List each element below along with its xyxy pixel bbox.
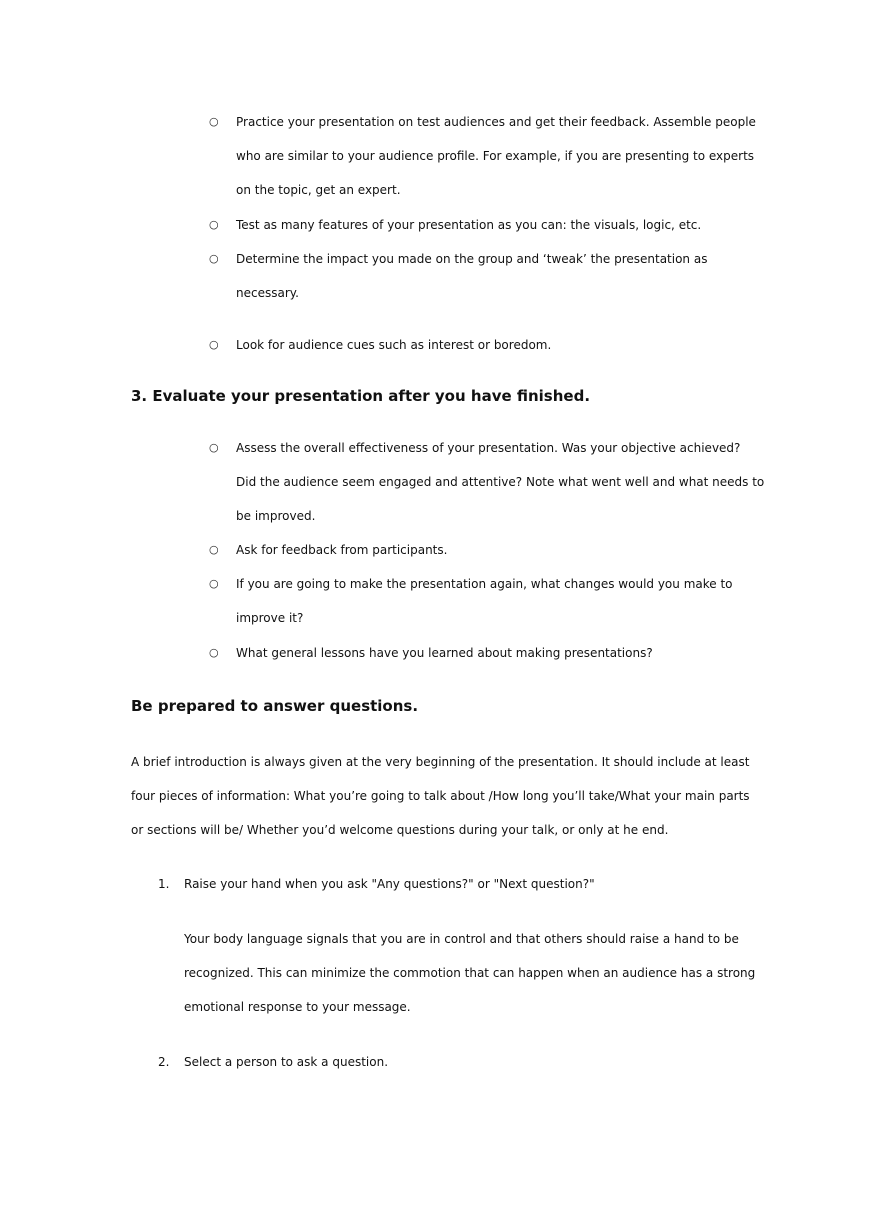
paragraph-line: four pieces of information: What you’re going to talk about /How long you’ll take/What your main parts bbox=[131, 789, 750, 803]
paragraph-line: Your body language signals that you are in control and that others should raise a hand to be bbox=[184, 932, 739, 946]
bullet-icon: ○ bbox=[209, 441, 219, 454]
bullet-icon: ○ bbox=[209, 338, 219, 351]
bullet-icon: ○ bbox=[209, 577, 219, 590]
list-item-line: What general lessons have you learned about making presentations? bbox=[236, 646, 653, 660]
list-item-line: who are similar to your audience profile. For example, if you are presenting to experts bbox=[236, 149, 755, 163]
numbered-item-text: Select a person to ask a question. bbox=[184, 1055, 389, 1069]
list-item-line: on the topic, get an expert. bbox=[236, 183, 401, 197]
list-item-line: Ask for feedback from participants. bbox=[236, 543, 448, 557]
list-number: 1. bbox=[158, 877, 170, 891]
bullet-icon: ○ bbox=[209, 543, 219, 556]
list-item-line: Assess the overall effectiveness of your presentation. Was your objective achieved? bbox=[236, 441, 741, 455]
paragraph-line: recognized. This can minimize the commotion that can happen when an audience has a strong bbox=[184, 966, 756, 980]
list-item-line: improve it? bbox=[236, 611, 304, 625]
paragraph-line: or sections will be/ Whether you’d welcome questions during your talk, or only at he end. bbox=[131, 823, 669, 837]
list-item-line: Test as many features of your presentation as you can: the visuals, logic, etc. bbox=[236, 218, 702, 232]
list-item-line: If you are going to make the presentation again, what changes would you make to bbox=[236, 577, 733, 591]
list-item-line: Look for audience cues such as interest or boredom. bbox=[236, 338, 552, 352]
bullet-icon: ○ bbox=[209, 115, 219, 128]
list-item-line: necessary. bbox=[236, 286, 299, 300]
numbered-item-text: Raise your hand when you ask "Any questions?" or "Next question?" bbox=[184, 877, 595, 891]
bullet-icon: ○ bbox=[209, 646, 219, 659]
paragraph-line: emotional response to your message. bbox=[184, 1000, 411, 1014]
section-heading: Be prepared to answer questions. bbox=[131, 697, 419, 715]
list-item-line: Determine the impact you made on the group and ‘tweak’ the presentation as bbox=[236, 252, 708, 266]
list-number: 2. bbox=[158, 1055, 170, 1069]
bullet-icon: ○ bbox=[209, 252, 219, 265]
list-item-line: Did the audience seem engaged and attentive? Note what went well and what needs to bbox=[236, 475, 765, 489]
list-item-line: Practice your presentation on test audiences and get their feedback. Assemble people bbox=[236, 115, 756, 129]
paragraph-line: A brief introduction is always given at the very beginning of the presentation. It should include at least bbox=[131, 755, 750, 769]
section-heading: 3. Evaluate your presentation after you have finished. bbox=[131, 387, 591, 405]
list-item-line: be improved. bbox=[236, 509, 316, 523]
bullet-icon: ○ bbox=[209, 218, 219, 231]
